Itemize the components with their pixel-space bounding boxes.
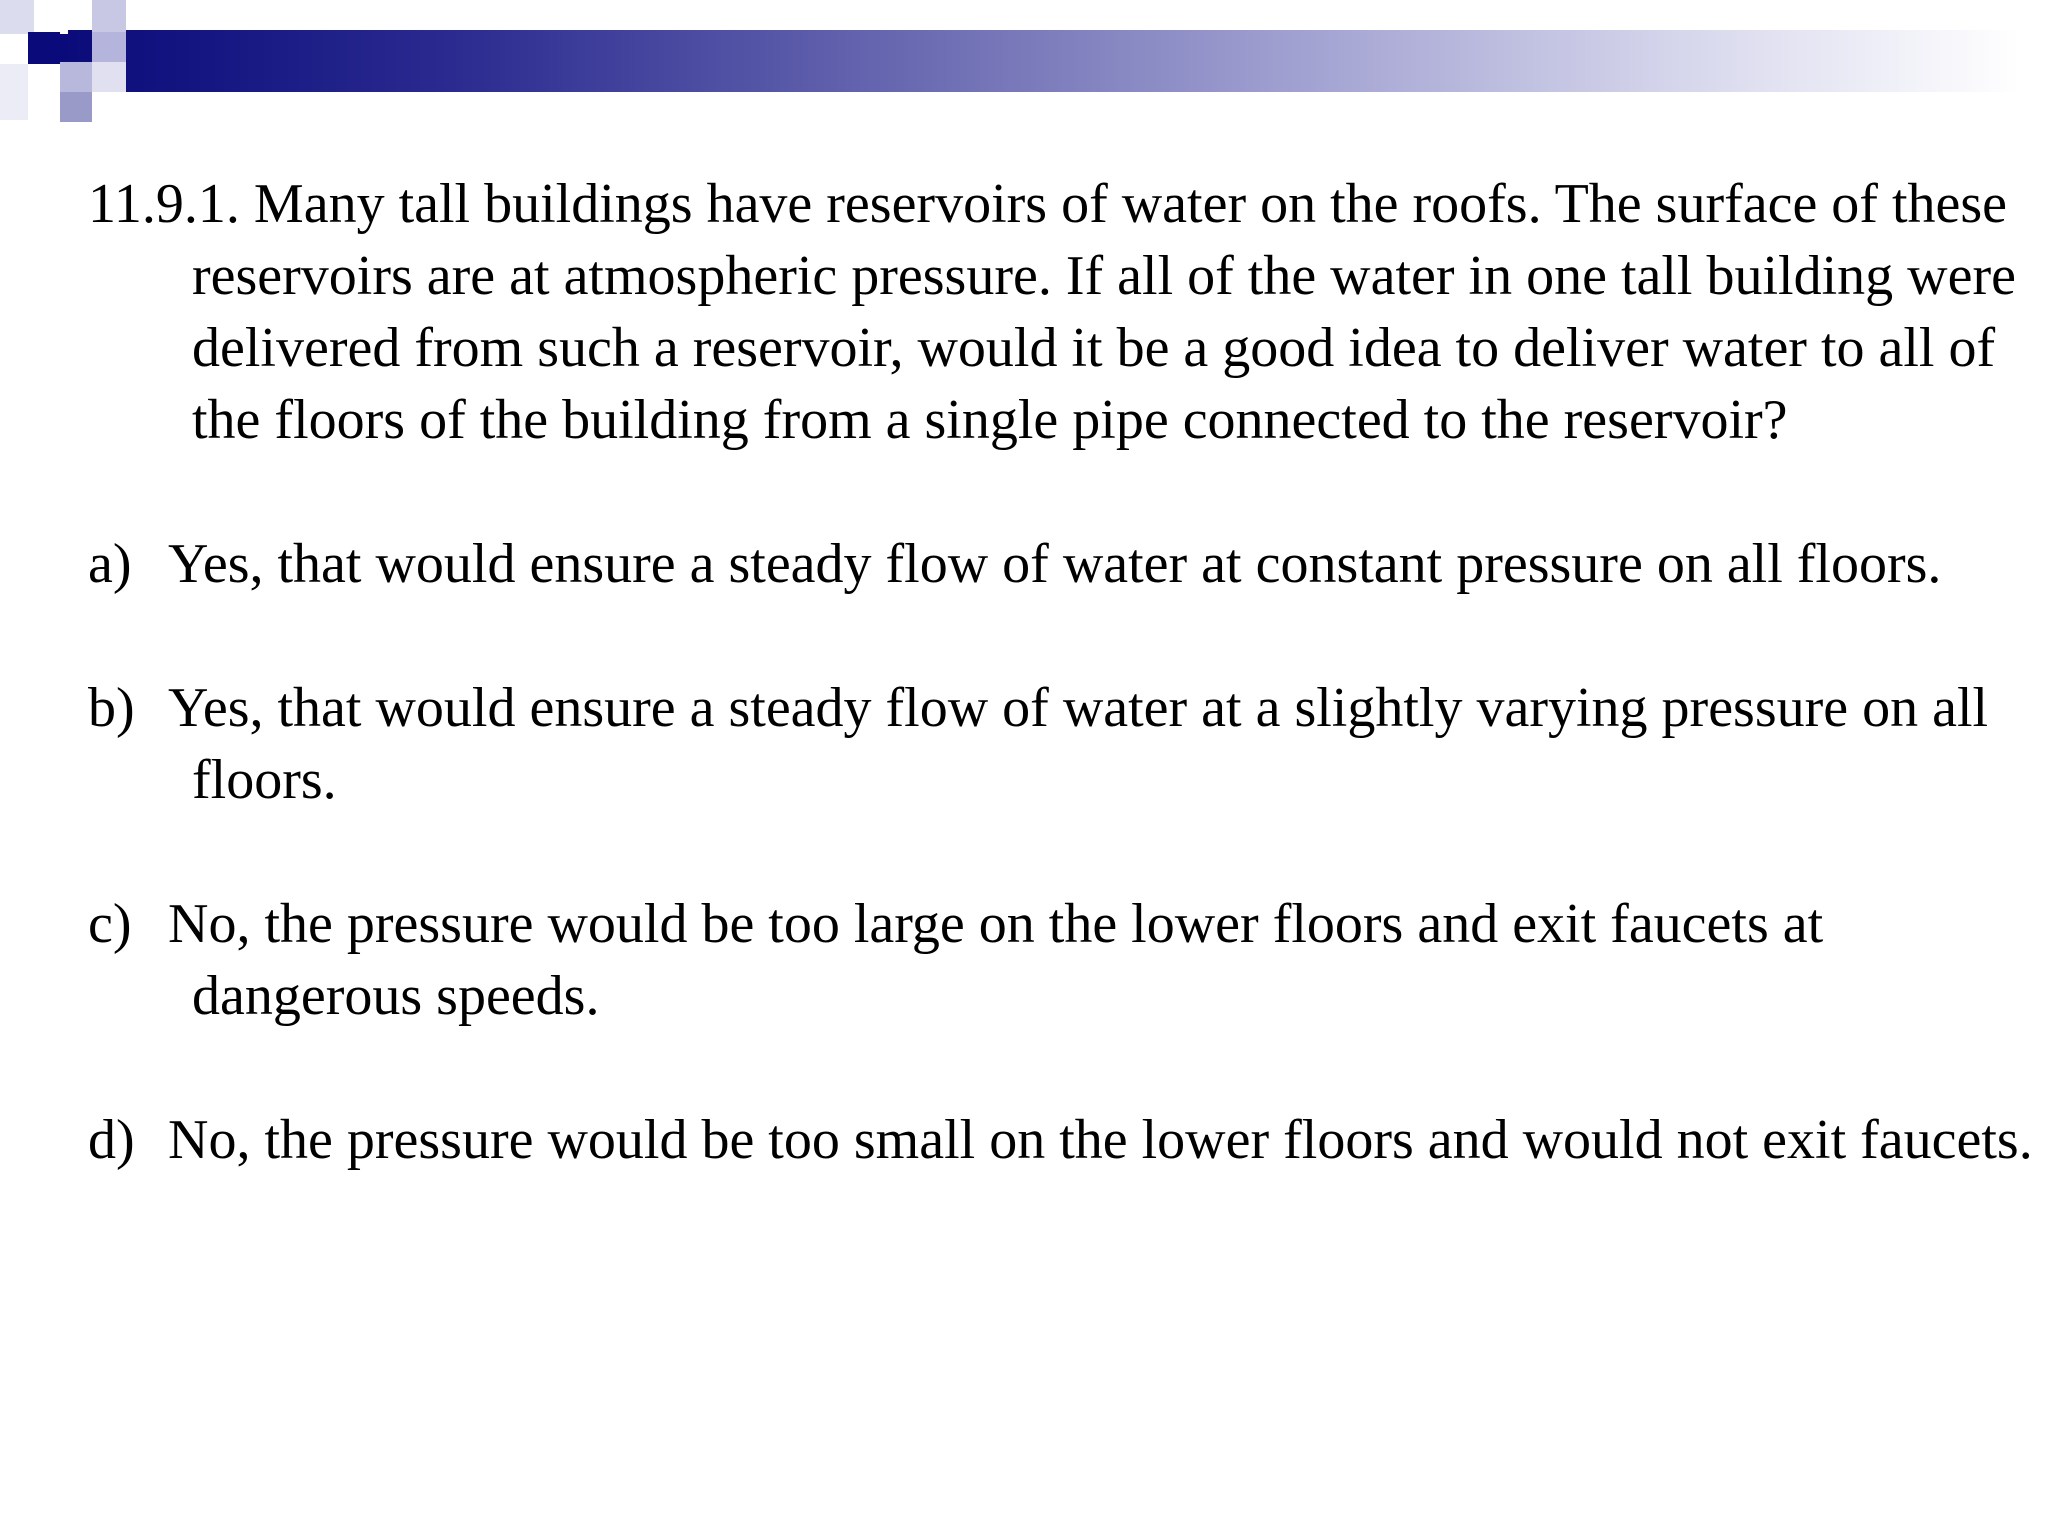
option-text: No, the pressure would be too small on the lower floors and would not exit faucets. (168, 1109, 2033, 1171)
header-square (92, 62, 126, 92)
answer-option-a (88, 528, 2038, 600)
header-square (92, 32, 126, 62)
question-text: Many tall buildings have reservoirs of water on the roofs. The surface of these reservoirs are at atmospheric pressure. If all of the water in one tall building were delivered from such a reservoir, would it be a good idea to deliver water to all of the floors of the building from a single pipe connected to the reservoir? (192, 173, 2016, 451)
answer-option-d (88, 1104, 2038, 1176)
option-letter: c) (88, 893, 132, 955)
option-letter: a) (88, 533, 132, 595)
header-square (34, 0, 68, 34)
header-square (0, 0, 34, 34)
option-text: Yes, that would ensure a steady flow of water at constant pressure on all floors. (168, 533, 1942, 595)
header-square (60, 62, 92, 92)
slide-content (88, 168, 2038, 1176)
slide-header-decoration (0, 0, 2048, 130)
option-text: Yes, that would ensure a steady flow of water at a slightly varying pressure on all floors. (168, 677, 1989, 811)
header-square (28, 32, 60, 64)
answer-option-c (88, 888, 2038, 1032)
header-square (0, 64, 28, 120)
option-text: No, the pressure would be too large on the lower floors and exit faucets at dangerous speeds. (168, 893, 1824, 1027)
question-number: 11.9.1. (88, 173, 240, 235)
option-letter: b) (88, 677, 135, 739)
header-gradient-bar (60, 30, 2020, 92)
question-paragraph (88, 168, 2038, 456)
answer-option-b (88, 672, 2038, 816)
option-letter: d) (88, 1109, 135, 1171)
header-square (60, 92, 92, 122)
header-square (92, 0, 126, 34)
